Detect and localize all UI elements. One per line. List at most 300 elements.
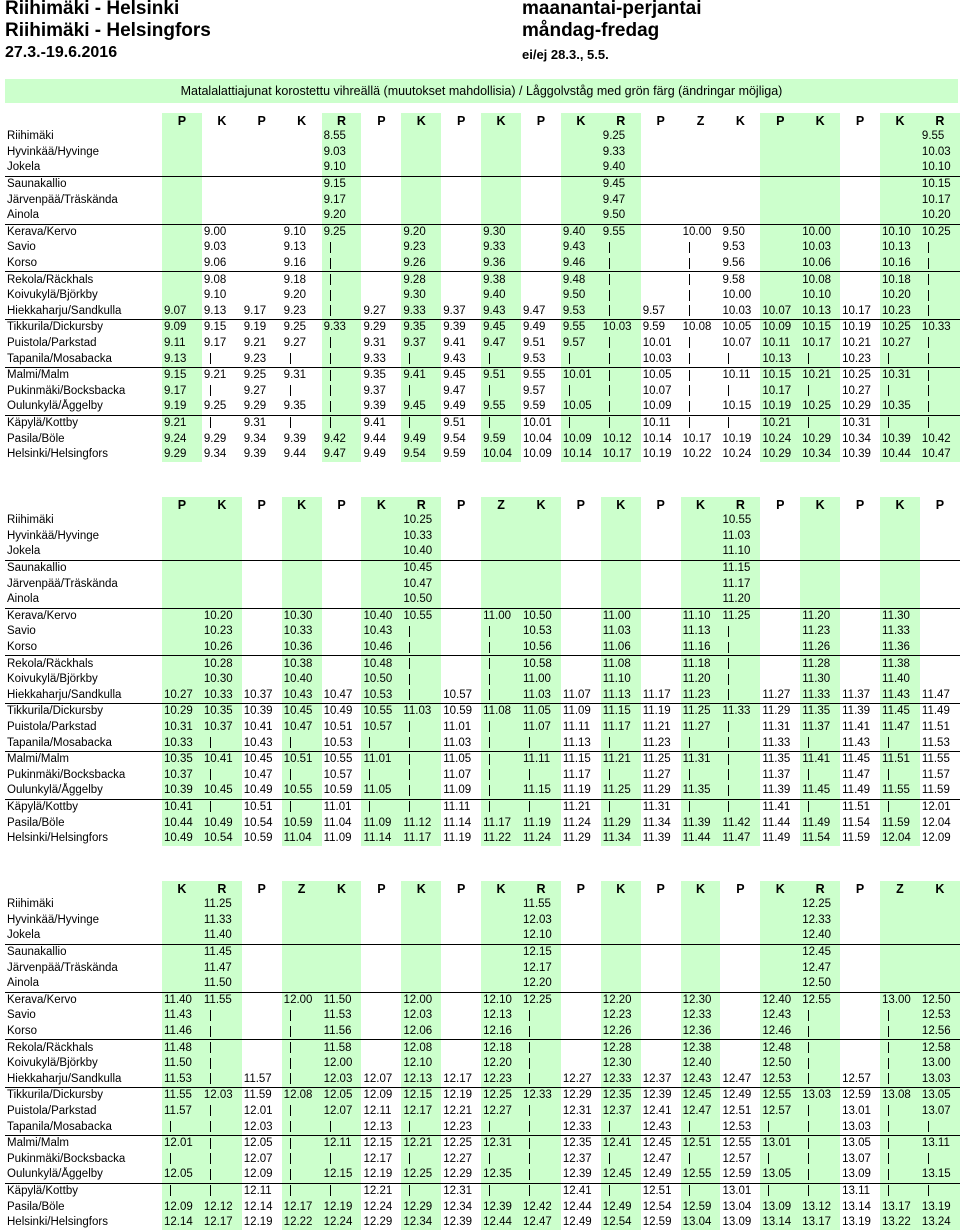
departure-time: 10.13 [880, 240, 920, 256]
departure-time: 11.25 [641, 751, 681, 767]
pass-through-marker [681, 384, 721, 400]
departure-time: 10.45 [202, 783, 242, 799]
departure-time [401, 160, 441, 176]
departure-time: 13.22 [880, 1215, 920, 1231]
departure-time [641, 560, 681, 576]
departure-time: 9.40 [481, 288, 521, 304]
departure-time: 9.35 [361, 367, 401, 383]
train-line-letter: K [217, 114, 227, 128]
no-stop-bar [728, 626, 729, 637]
departure-time: 10.47 [920, 447, 960, 463]
departure-time [361, 976, 401, 992]
departure-time: 10.46 [361, 640, 401, 656]
departure-time: 12.10 [401, 1056, 441, 1072]
departure-time [760, 897, 800, 913]
pass-through-marker [920, 384, 960, 400]
no-stop-bar [290, 1058, 291, 1069]
departure-time [162, 224, 202, 240]
departure-time [920, 592, 960, 608]
departure-time: 11.41 [800, 751, 840, 767]
departure-time [920, 544, 960, 560]
departure-time: 11.13 [681, 624, 721, 640]
route-title [5, 0, 211, 64]
pass-through-marker [880, 1104, 920, 1120]
departure-time: 12.25 [521, 992, 561, 1008]
departure-time [441, 1040, 481, 1056]
departure-time: 11.59 [880, 815, 920, 831]
train-line-letter: K [760, 881, 800, 897]
pass-through-marker [162, 1119, 202, 1135]
departure-time: 9.37 [443, 304, 466, 317]
departure-time: 11.29 [760, 704, 800, 720]
departure-time [840, 560, 880, 576]
table-row [5, 944, 960, 960]
departure-time: 10.35 [880, 399, 920, 415]
departure-time [441, 656, 481, 672]
departure-time [681, 560, 721, 576]
departure-time: 13.15 [920, 1167, 960, 1183]
departure-time: 9.51 [523, 337, 546, 350]
departure-time: 10.05 [561, 399, 601, 415]
departure-time: 10.19 [840, 320, 880, 336]
departure-time [361, 145, 401, 161]
departure-time [641, 592, 681, 608]
departure-time [521, 129, 561, 145]
no-stop-bar [888, 1026, 889, 1037]
no-stop-bar [210, 1138, 211, 1149]
departure-time: 12.31 [481, 1135, 521, 1151]
departure-time: 10.33 [282, 624, 322, 640]
departure-time: 10.20 [202, 608, 242, 624]
train-line-letter: Z [880, 881, 920, 897]
departure-time [322, 656, 362, 672]
departure-time: 13.09 [760, 1199, 800, 1215]
train-line-letter: K [401, 113, 441, 129]
no-stop-bar [728, 737, 729, 748]
departure-time: 9.57 [642, 304, 666, 317]
departure-time [561, 640, 601, 656]
pass-through-marker [681, 256, 721, 272]
table-row [5, 913, 960, 929]
departure-time [322, 640, 362, 656]
departure-time: 9.13 [283, 241, 307, 254]
departure-time: 11.00 [521, 672, 561, 688]
no-stop-bar [290, 1105, 291, 1116]
departure-time [840, 897, 880, 913]
station-name: Järvenpää/Träskända [7, 577, 118, 590]
no-stop-bar [290, 737, 291, 748]
train-line-letter: K [880, 497, 920, 513]
departure-time: 11.18 [681, 656, 721, 672]
departure-time [760, 176, 800, 192]
departure-time [202, 529, 242, 545]
departure-time: 12.28 [601, 1040, 641, 1056]
departure-time [282, 913, 322, 929]
departure-time: 11.14 [443, 816, 472, 829]
departure-time: 11.39 [840, 704, 880, 720]
departure-time [840, 224, 880, 240]
departure-time: 12.53 [722, 1120, 752, 1133]
train-line-letter: K [282, 497, 322, 513]
no-stop-bar [290, 1153, 291, 1164]
departure-time: 12.17 [363, 1152, 393, 1165]
no-stop-bar [808, 1010, 809, 1021]
pass-through-marker [800, 1072, 840, 1088]
table-row [5, 960, 960, 976]
pass-through-marker [282, 415, 322, 431]
departure-time [641, 640, 681, 656]
departure-time [242, 208, 282, 224]
departure-time: 9.41 [361, 415, 401, 431]
departure-time: 11.50 [322, 992, 362, 1008]
departure-time: 12.50 [920, 992, 960, 1008]
departure-time [361, 560, 401, 576]
departure-time: 10.37 [162, 768, 202, 784]
departure-time: 9.33 [363, 352, 386, 365]
departure-time: 11.09 [443, 784, 472, 797]
departure-time [800, 192, 840, 208]
departure-time: 12.01 [162, 1135, 202, 1151]
departure-time [641, 1040, 681, 1056]
departure-time: 12.30 [601, 1056, 641, 1072]
departure-time: 13.07 [842, 1152, 871, 1165]
departure-time [162, 913, 202, 929]
validity-period: 27.3.-19.6.2016 [5, 44, 118, 61]
departure-time: 11.12 [401, 815, 441, 831]
pass-through-marker [401, 415, 441, 431]
train-line-letter: K [361, 497, 401, 513]
departure-time [322, 544, 362, 560]
departure-time [840, 608, 880, 624]
departure-time [282, 529, 322, 545]
departure-time [401, 192, 441, 208]
departure-time: 10.53 [361, 688, 401, 704]
departure-time: 10.44 [880, 447, 920, 463]
departure-time: 10.07 [722, 337, 752, 350]
train-type-header [5, 113, 960, 129]
departure-time: 12.00 [401, 992, 441, 1008]
departure-time [880, 592, 920, 608]
departure-time: 11.09 [561, 704, 601, 720]
departure-time [720, 192, 760, 208]
departure-time [920, 913, 960, 929]
departure-time: 12.57 [760, 1104, 800, 1120]
pass-through-marker [401, 783, 441, 799]
departure-time: 9.39 [363, 400, 386, 413]
station-name: Hiekkaharju/Sandkulla [7, 688, 122, 701]
station-name: Hyvinkää/Hyvinge [7, 145, 100, 158]
departure-time: 9.49 [443, 400, 466, 413]
departure-time [202, 513, 242, 529]
no-stop-bar [728, 769, 729, 780]
table-row [5, 1135, 960, 1151]
pass-through-marker [800, 1135, 840, 1151]
pass-through-marker [521, 1056, 561, 1072]
no-stop-bar [689, 737, 690, 748]
departure-time [641, 897, 681, 913]
departure-time: 10.41 [162, 799, 202, 815]
no-stop-bar [689, 290, 690, 301]
departure-time [481, 944, 521, 960]
departure-time: 11.17 [401, 831, 441, 847]
departure-time: 11.54 [842, 816, 871, 829]
no-stop-bar [689, 353, 690, 364]
departure-time: 12.13 [401, 1072, 441, 1088]
departure-time [880, 560, 920, 576]
departure-time: 11.15 [720, 560, 760, 576]
departure-time: 12.11 [363, 1105, 392, 1118]
no-stop-bar [609, 1121, 610, 1132]
departure-time: 11.58 [322, 1040, 362, 1056]
departure-time [242, 592, 282, 608]
departure-time: 9.09 [162, 320, 202, 336]
departure-time: 11.34 [642, 816, 671, 829]
no-stop-bar [489, 674, 490, 685]
no-stop-bar [529, 1138, 530, 1149]
pass-through-marker [202, 1040, 242, 1056]
departure-time [681, 897, 721, 913]
departure-time: 10.41 [243, 721, 273, 734]
departure-time: 9.31 [363, 337, 386, 350]
pass-through-marker [601, 384, 641, 400]
departure-time [242, 224, 282, 240]
no-stop-bar [529, 1073, 530, 1084]
departure-time [641, 192, 681, 208]
departure-time: 10.33 [162, 735, 202, 751]
departure-time: 11.10 [601, 672, 641, 688]
departure-time: 11.55 [162, 1088, 202, 1104]
no-stop-bar [489, 642, 490, 653]
departure-time [322, 672, 362, 688]
no-stop-bar [689, 242, 690, 253]
departure-time [242, 576, 282, 592]
departure-time: 9.44 [363, 432, 386, 445]
departure-time [242, 1040, 282, 1056]
no-stop-bar [808, 737, 809, 748]
no-stop-bar [290, 417, 291, 428]
departure-time: 10.00 [681, 224, 721, 240]
no-stop-bar [728, 417, 729, 428]
departure-time: 10.24 [760, 431, 800, 447]
departure-time [401, 897, 441, 913]
pass-through-marker [800, 799, 840, 815]
departure-time: 10.49 [322, 704, 362, 720]
departure-time: 12.09 [243, 1168, 273, 1181]
pass-through-marker [880, 1183, 920, 1199]
departure-time [920, 897, 960, 913]
pass-through-marker [521, 1040, 561, 1056]
departure-time: 12.41 [642, 1105, 672, 1118]
departure-time: 9.46 [561, 256, 601, 272]
departure-time [242, 960, 282, 976]
departure-time: 9.20 [401, 224, 441, 240]
departure-time [681, 513, 721, 529]
departure-time [760, 976, 800, 992]
departure-time: 10.33 [202, 688, 242, 704]
no-stop-bar [609, 1153, 610, 1164]
departure-time [800, 129, 840, 145]
departure-time: 11.51 [840, 799, 880, 815]
departure-time: 11.30 [880, 608, 920, 624]
no-stop-bar [888, 1042, 889, 1053]
departure-time [561, 913, 601, 929]
departure-time: 12.35 [481, 1167, 521, 1183]
departure-time: 10.48 [361, 656, 401, 672]
pass-through-marker [800, 1040, 840, 1056]
station-name: Hiekkaharju/Sandkulla [7, 1072, 122, 1085]
departure-time: 12.25 [800, 897, 840, 913]
departure-time: 11.01 [361, 751, 401, 767]
departure-time: 13.01 [720, 1183, 760, 1199]
departure-time: 12.23 [481, 1072, 521, 1088]
train-line-letter: P [855, 882, 865, 896]
departure-time: 9.55 [920, 129, 960, 145]
no-stop-bar [728, 785, 729, 796]
departure-time: 9.24 [162, 431, 202, 447]
no-stop-bar [888, 1105, 889, 1116]
departure-time: 11.19 [521, 815, 561, 831]
departure-time [760, 272, 800, 288]
pass-through-marker [481, 768, 521, 784]
departure-time: 12.34 [401, 1215, 441, 1231]
departure-time [880, 513, 920, 529]
departure-time: 9.33 [601, 145, 641, 161]
departure-time: 11.26 [800, 640, 840, 656]
departure-time [561, 145, 601, 161]
pass-through-marker [401, 624, 441, 640]
no-stop-bar [888, 1169, 889, 1180]
departure-time [162, 160, 202, 176]
departure-time [521, 240, 561, 256]
departure-time: 9.23 [283, 304, 307, 317]
departure-time: 13.01 [842, 1105, 871, 1118]
station-name: Rekola/Räckhals [5, 1040, 162, 1056]
departure-time: 12.47 [521, 1215, 561, 1231]
departure-time: 10.29 [842, 400, 871, 413]
departure-time: 9.13 [203, 304, 227, 317]
departure-time: 10.33 [920, 320, 960, 336]
departure-time [760, 576, 800, 592]
departure-time: 11.45 [880, 704, 920, 720]
departure-time: 9.31 [282, 367, 322, 383]
departure-time [242, 256, 282, 272]
no-stop-bar [210, 1042, 211, 1053]
departure-time: 9.29 [243, 400, 267, 413]
pass-through-marker [920, 367, 960, 383]
station-name: Pukinmäki/Bocksbacka [7, 1152, 126, 1165]
departure-time [601, 928, 641, 944]
no-stop-bar [808, 417, 809, 428]
pass-through-marker [681, 799, 721, 815]
pass-through-marker [880, 768, 920, 784]
departure-time: 11.01 [443, 721, 472, 734]
train-line-letter: R [401, 497, 441, 513]
pass-through-marker [920, 351, 960, 367]
no-stop-bar [928, 401, 929, 412]
departure-time: 12.01 [243, 1105, 273, 1118]
departure-time: 9.10 [203, 289, 227, 302]
pass-through-marker [282, 1119, 322, 1135]
station-name: Rekola/Räckhals [5, 272, 162, 288]
departure-time [840, 640, 880, 656]
station-name: Järvenpää/Träskända [7, 961, 118, 974]
departure-time: 10.11 [641, 415, 681, 431]
train-line-letter: P [257, 114, 266, 128]
table-row [5, 160, 960, 176]
station-name: Kerava/Kervo [5, 608, 162, 624]
departure-time: 10.15 [800, 320, 840, 336]
pass-through-marker [322, 1183, 362, 1199]
departure-time: 12.29 [363, 1216, 393, 1229]
no-stop-bar [369, 737, 370, 748]
departure-time: 12.27 [562, 1072, 592, 1085]
departure-time [242, 1024, 282, 1040]
departure-time: 12.24 [322, 1215, 362, 1231]
departure-time [441, 928, 481, 944]
departure-time: 11.42 [720, 815, 760, 831]
pass-through-marker [521, 1008, 561, 1024]
no-stop-bar [808, 1073, 809, 1084]
no-stop-bar [290, 1138, 291, 1149]
departure-time: 10.08 [681, 320, 721, 336]
departure-time: 9.17 [162, 384, 202, 400]
departure-time [441, 672, 481, 688]
pass-through-marker [681, 336, 721, 352]
station-name: Oulunkylä/Åggelby [7, 784, 103, 797]
departure-time: 12.00 [322, 1056, 362, 1072]
departure-time [641, 288, 681, 304]
table-row [5, 1152, 960, 1168]
pass-through-marker [202, 1183, 242, 1199]
table-row [5, 928, 960, 944]
departure-time [760, 944, 800, 960]
departure-time: 9.36 [481, 256, 521, 272]
departure-time [920, 656, 960, 672]
departure-time: 11.53 [322, 1008, 362, 1024]
departure-time: 11.25 [720, 608, 760, 624]
departure-time: 13.11 [920, 1135, 960, 1151]
no-stop-bar [290, 1185, 291, 1196]
departure-time [840, 992, 880, 1008]
departure-time: 10.03 [601, 320, 641, 336]
departure-time: 12.45 [601, 1167, 641, 1183]
departure-time: 10.05 [720, 320, 760, 336]
departure-time: 10.24 [722, 448, 752, 461]
departure-time [760, 560, 800, 576]
no-stop-bar [689, 1153, 690, 1164]
table-row [5, 336, 960, 352]
pass-through-marker [760, 1152, 800, 1168]
departure-time [840, 576, 880, 592]
pass-through-marker [720, 799, 760, 815]
departure-time [441, 1008, 481, 1024]
departure-time [920, 560, 960, 576]
departure-time [481, 129, 521, 145]
departure-time: 11.16 [681, 640, 721, 656]
departure-time [441, 544, 481, 560]
pass-through-marker [322, 272, 362, 288]
departure-time [521, 592, 561, 608]
departure-time [441, 513, 481, 529]
departure-time: 9.30 [401, 288, 441, 304]
pass-through-marker [601, 304, 641, 320]
departure-time [521, 288, 561, 304]
train-line-letter: K [481, 881, 521, 897]
pass-through-marker [800, 1104, 840, 1120]
pass-through-marker [720, 688, 760, 704]
no-stop-bar [210, 801, 211, 812]
departure-time: 10.20 [920, 208, 960, 224]
